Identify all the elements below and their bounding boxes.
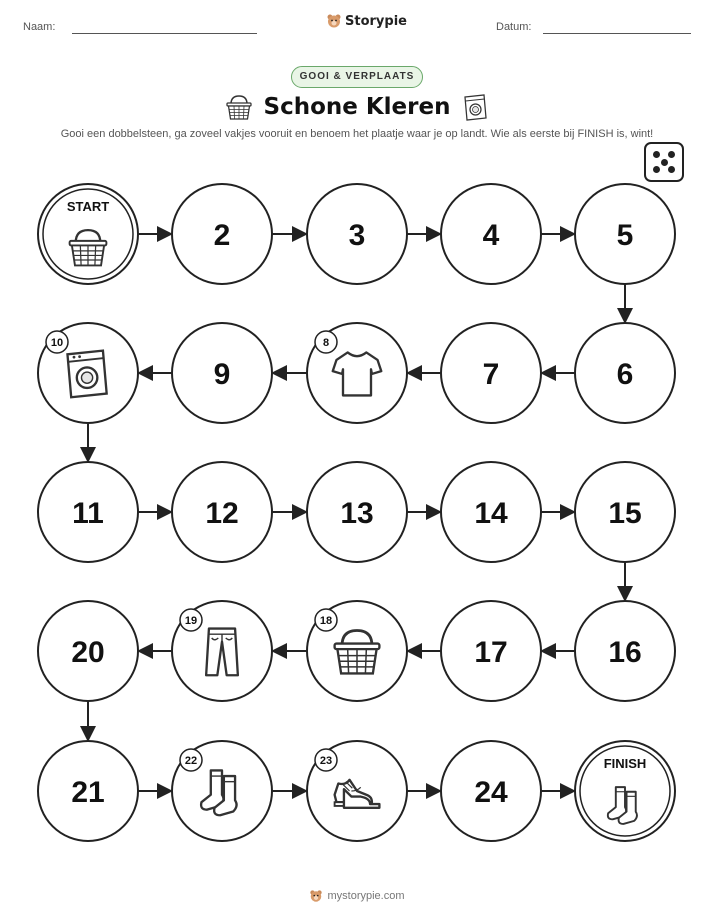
bear-mascot-icon (309, 889, 323, 903)
board-space-3 (307, 184, 407, 284)
board-space-14 (441, 462, 541, 562)
space-label: START (66, 199, 110, 214)
page-title: Schone Kleren (263, 94, 451, 120)
brand-name: Storypie (345, 13, 407, 29)
game-type-badge: GOOI & VERPLAATS (291, 66, 423, 88)
board-space-6 (575, 323, 675, 423)
board-space-8 (307, 323, 407, 423)
footer (0, 889, 714, 903)
space-badge-number: 18 (319, 615, 333, 627)
space-number: 12 (205, 497, 239, 530)
footer-site: mystorypie.com (327, 890, 405, 902)
board-space-15 (575, 462, 675, 562)
board-space-13 (307, 462, 407, 562)
board-space-10 (38, 323, 138, 423)
board-space-19 (172, 601, 272, 701)
board-space-24 (441, 741, 541, 841)
date-label: Datum: (496, 21, 532, 33)
space-number: 3 (348, 219, 366, 252)
board-space-7 (441, 323, 541, 423)
washing-machine-icon (67, 351, 106, 398)
board-space-11 (38, 462, 138, 562)
board-space-21 (38, 741, 138, 841)
board-space-12 (172, 462, 272, 562)
board-space-17 (441, 601, 541, 701)
board-space-4 (441, 184, 541, 284)
space-number: 13 (340, 497, 374, 530)
board-space-20 (38, 601, 138, 701)
space-badge-number: 10 (50, 337, 64, 349)
board-space-23 (307, 741, 407, 841)
space-number: 20 (71, 636, 105, 669)
space-number: 17 (474, 636, 508, 669)
board-space-2 (172, 184, 272, 284)
space-number: 7 (482, 358, 500, 391)
space-number: 14 (474, 497, 508, 530)
space-number: 15 (608, 497, 642, 530)
space-number: 16 (608, 636, 642, 669)
space-label: FINISH (603, 756, 647, 771)
space-number: 4 (482, 219, 500, 252)
space-number: 5 (616, 219, 634, 252)
space-badge-number: 22 (184, 755, 198, 767)
space-number: 24 (474, 776, 508, 809)
space-number: 9 (213, 358, 231, 391)
space-badge-number: 19 (184, 615, 198, 627)
instructions: Gooi een dobbelsteen, ga zoveel vakjes vooruit en benoem het plaatje waar je op landt. Wie als eerste bij FINISH is, wint! (60, 128, 654, 140)
space-badge-number: 8 (322, 337, 330, 349)
name-label: Naam: (23, 21, 56, 33)
board-space-5 (575, 184, 675, 284)
board-space-22 (172, 741, 272, 841)
board-space-9 (172, 323, 272, 423)
space-number: 2 (213, 219, 231, 252)
board-space-25 (575, 741, 675, 841)
board-space-16 (575, 601, 675, 701)
space-number: 21 (71, 776, 105, 809)
board-space-1 (38, 184, 138, 284)
board-space-18 (307, 601, 407, 701)
space-number: 6 (616, 358, 634, 391)
space-number: 11 (72, 497, 104, 530)
space-badge-number: 23 (319, 755, 333, 767)
